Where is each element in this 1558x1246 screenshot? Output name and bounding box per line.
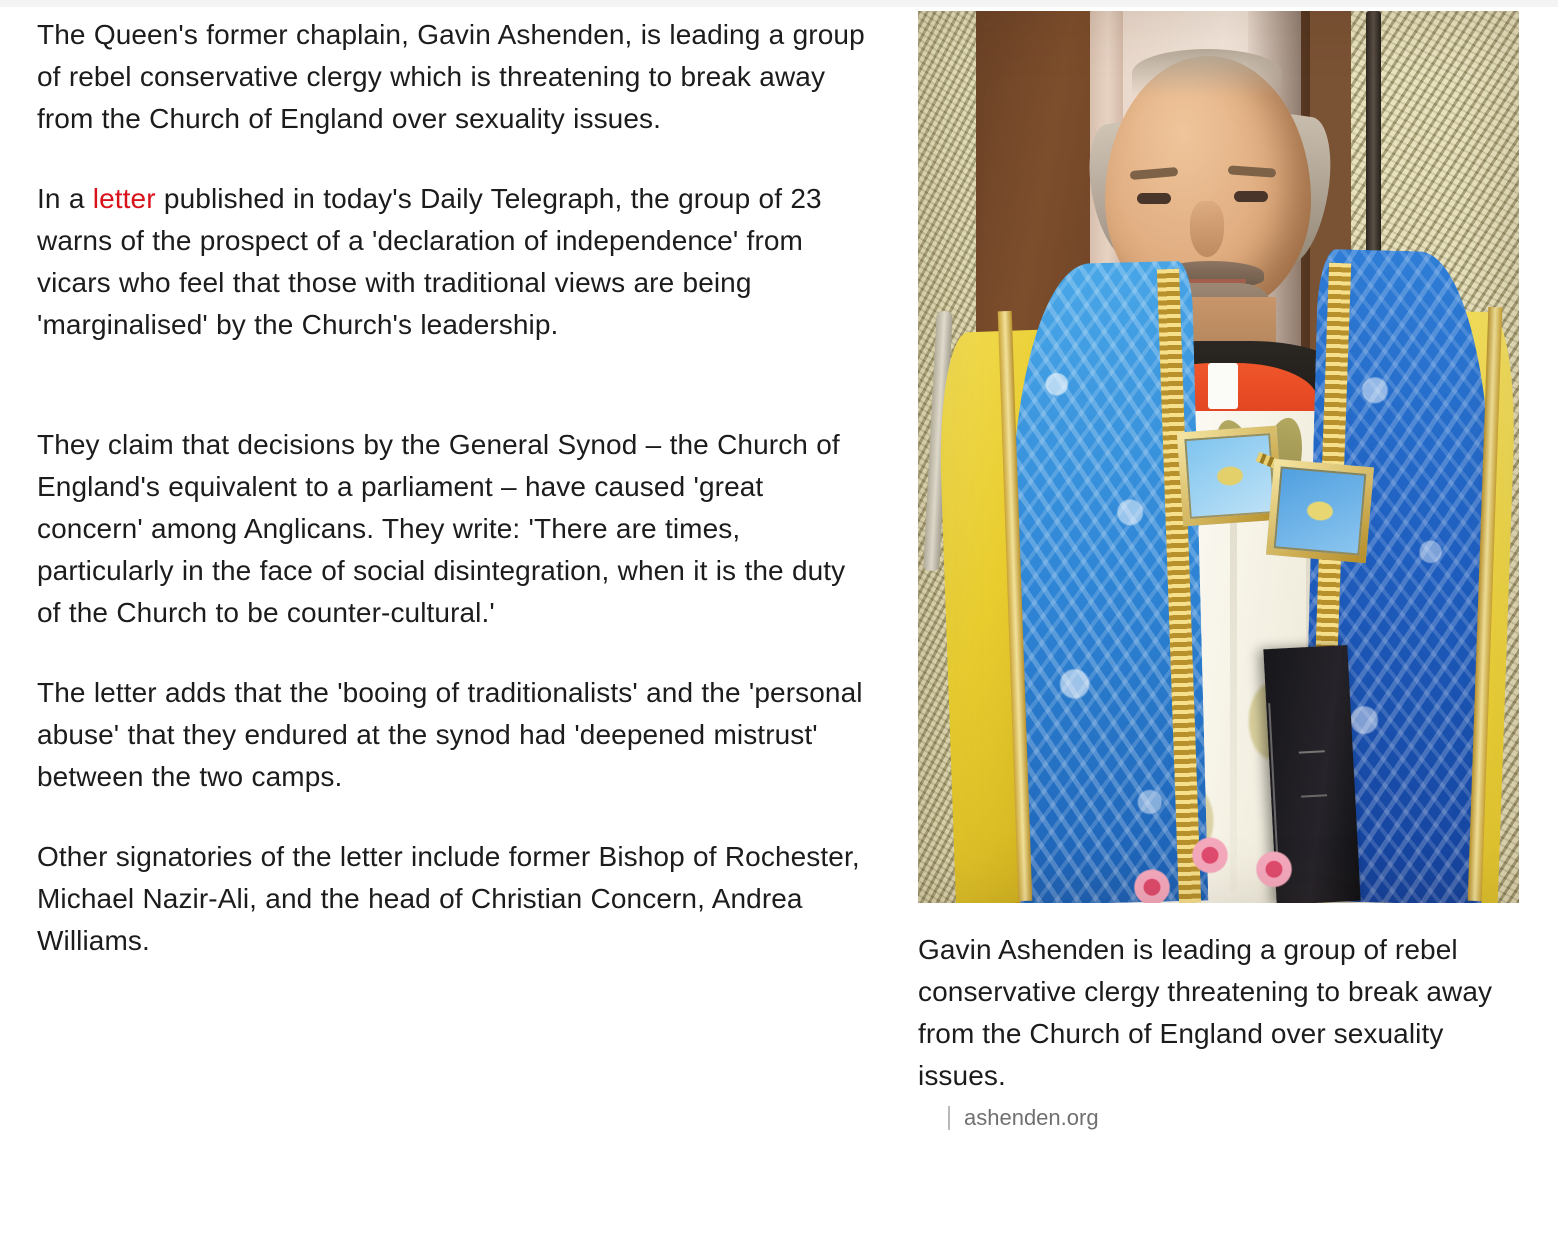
photo-book-author-mark [1301,794,1327,797]
attribution-source-label: ashenden.org [964,1105,1099,1130]
photo-eye-right [1234,191,1268,202]
article-media-column [918,11,1519,1131]
article-paragraph-3: They claim that decisions by the General Synod – the Church of England's equivalent to a parliament – have caused 'great concern' among Anglicans. They write: 'There are times, particularly in the face of social disintegration, when it is the duty of the Church to be counter-cultural.' [37,429,846,628]
article-body-column [37,14,865,962]
article-paragraph-2 [37,178,865,346]
article-paragraph-4: The letter adds that the 'booing of traditionalists' and the 'personal abuse' that they endured at the synod had 'deepened mistrust' between the two camps. [37,677,863,792]
photo-floral-motif-c [1132,869,1172,903]
photo-hair-top [1132,49,1282,97]
photo-floral-motif-a [1190,837,1230,875]
photo-morse-clasp-left [1177,426,1283,527]
paragraph-2-text-before-link: In a [37,183,93,214]
photo-attribution [918,1105,1519,1131]
photo-book-title-mark [1299,750,1325,753]
photo-floral-motif-b [1254,851,1294,889]
article-paragraph-5: Other signatories of the letter include former Bishop of Rochester, Michael Nazir-Ali, and the head of Christian Concern, Andrea Williams. [37,841,860,956]
article-photo [918,11,1519,903]
photo-caption-block [918,929,1519,1131]
article-paragraph-1: The Queen's former chaplain, Gavin Ashenden, is leading a group of rebel conservative clergy which is threatening to break away from the Church of England over sexuality issues. [37,19,865,134]
photo-eye-left [1137,193,1171,204]
letter-link[interactable]: letter [92,183,156,214]
photo-morse-clasp-right [1266,459,1374,563]
attribution-separator-bar [948,1106,950,1130]
paragraph-2-text-after-link: published in today's Daily Telegraph, the group of 23 warns of the prospect of a 'declaration of independence' from vicars who feel that those with traditional views are being 'marginalised' by the Church's leadership. [37,183,822,340]
photo-nose [1190,201,1224,257]
photo-caption-text: Gavin Ashenden is leading a group of rebel conservative clergy threatening to break away from the Church of England over sexuality issues. [918,934,1493,1091]
page-top-band [0,0,1558,7]
photo-clerical-collar-tab [1208,363,1238,409]
